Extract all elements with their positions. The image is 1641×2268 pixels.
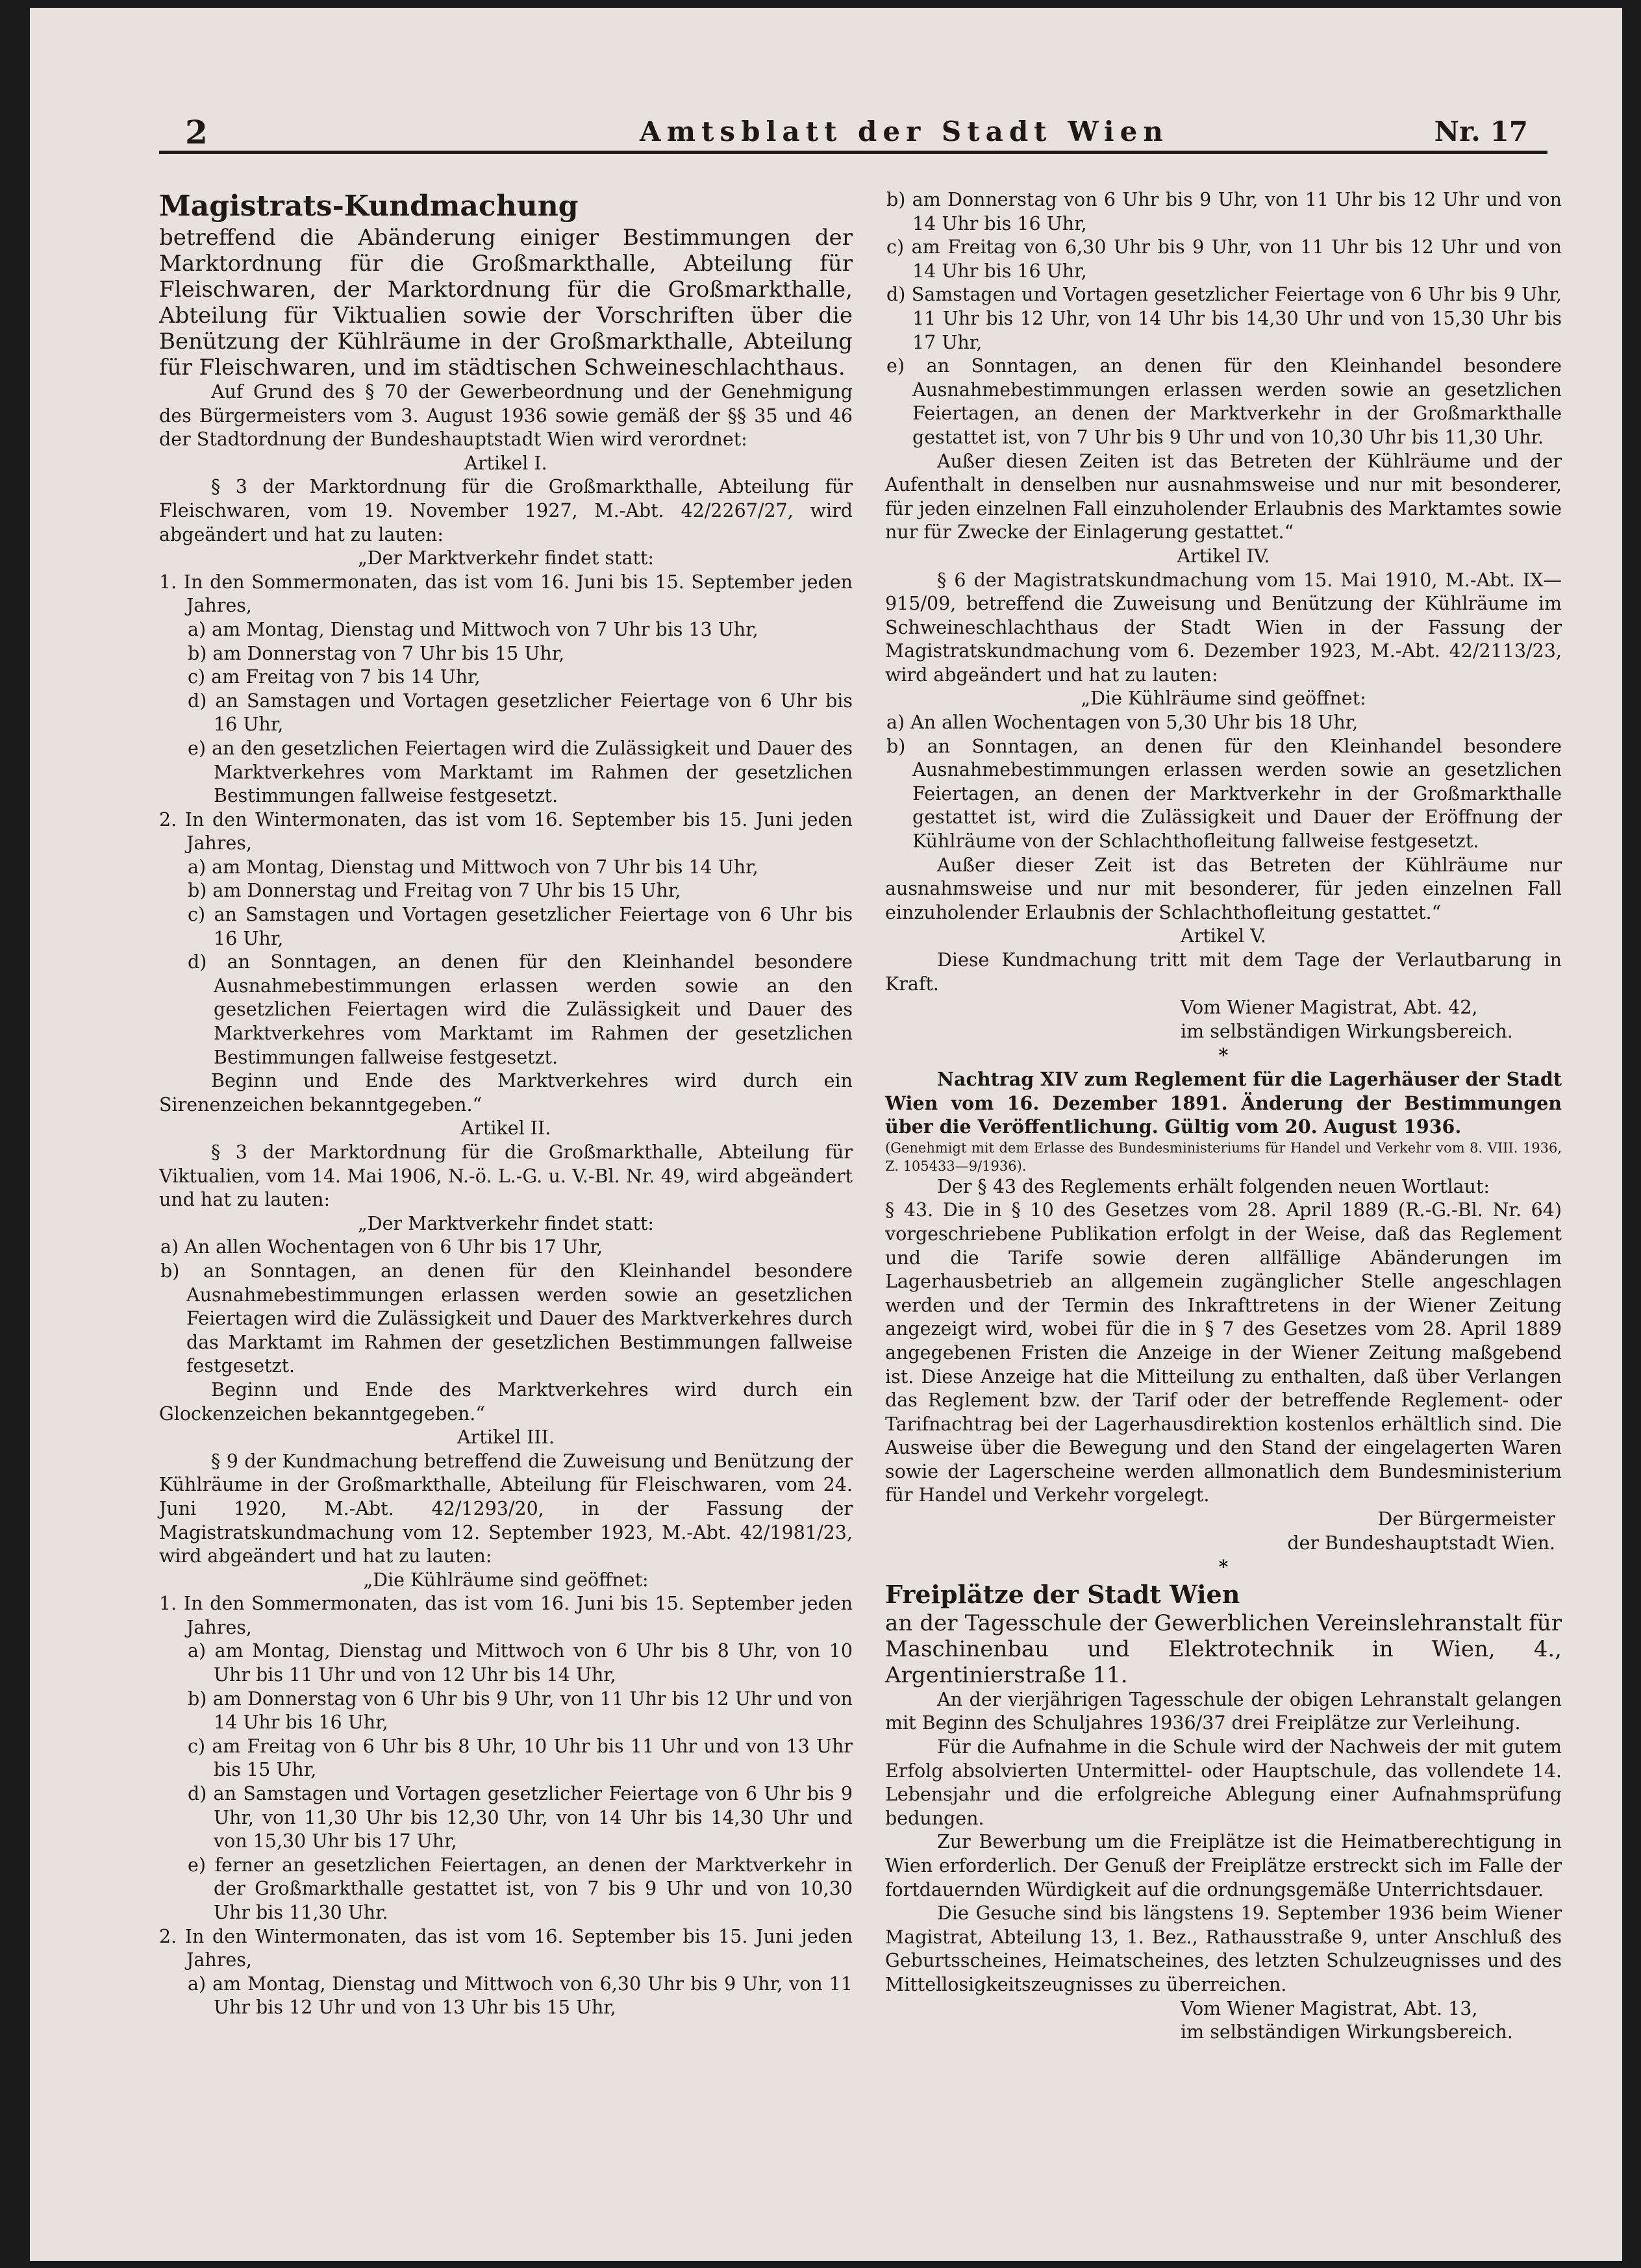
article-paragraph: Beginn und Ende des Marktverkehres wird durch ein Glockenzeichen bekanntgegeben.“ (159, 1378, 853, 1425)
list-item: b) am Donnerstag und Freitag von 7 Uhr bis 15 Uhr, (188, 880, 681, 902)
list-item: b) am Donnerstag von 6 Uhr bis 9 Uhr, von 11 Uhr bis 12 Uhr und von 14 Uhr bis 16 Uhr, (188, 1688, 853, 1734)
approval-note: (Genehmigt mit dem Erlasse des Bundesministeriums für Handel und Verkehr vom 8. VIII. 1936, Z. 105433—9/1936). (885, 1140, 1562, 1174)
quote-line: „Der Marktverkehr findet statt: (357, 547, 654, 569)
list-item: 2. In den Wintermonaten, das ist vom 16. September bis 15. Juni jeden Jahres, (159, 1925, 853, 1971)
right-column (885, 188, 1562, 2045)
article-title: Artikel II. (460, 1117, 551, 1140)
article-paragraph: Zur Bewerbung um die Freiplätze ist die Heimatberechtigung in Wien erforderlich. Der Genuß der Freiplätze erstreckt sich im Falle der fortdauernden Würdigkeit auf die ordnungsgemäße Unterrichtsdauer. (885, 1831, 1562, 1900)
list-item: e) an Sonntagen, an denen für den Kleinhandel besondere Ausnahmebestimmungen erlassen werden sowie an gesetzlichen Feiertagen, an denen der Marktverkehr in der Großmarkthalle gestattet ist, von 7 Uhr bis 9 Uhr und von 10,30 Uhr bis 11,30 Uhr. (886, 355, 1562, 448)
article-title: Artikel I. (464, 452, 547, 474)
freiplaetze-heading: Freiplätze der Stadt Wien (885, 1579, 1240, 1609)
article-paragraph: § 43. Die in § 10 des Gesetzes vom 28. April 1889 (R.-G.-Bl. Nr. 64) vorgeschriebene Publikation erfolgt in der Weise, daß das Reglement und die Tarife sowie deren allfällige Abänderungen im Lagerhausbetrieb an allgemein zugänglicher Stelle angeschlagen werden und der Termin des Inkrafttretens in der Wiener Zeitung angezeigt wird, wobei für die in § 7 des Gesetzes vom 28. April 1889 angegebenen Fristen die Anzeige in der Wiener Zeitung maßgebend ist. Diese Anzeige hat die Mitteilung zu enthalten, daß über Verlangen das Reglement bzw. der Tarif oder der betreffende Reglement- oder Tarifnachtrag bei der Lagerhausdirektion kostenlos erhältlich sind. Die Ausweise über die Bewegung und den Stand der eingelagerten Waren sowie der Lagerscheine werden allmonatlich dem Bundesministerium für Handel und Verkehr vorgelegt. (885, 1199, 1562, 1506)
section-separator: * (1218, 1556, 1229, 1578)
page-number: 2 (185, 113, 208, 151)
issue-number: Nr. 17 (1434, 116, 1528, 147)
notice-subheading: betreffend die Abänderung einiger Bestimmungen der Marktordnung für die Großmarkthalle, Abteilung für Fleischwaren, der Marktordnung für die Großmarkthalle, Abteilung für Viktualien sowie der Vorschriften über die Benützung der Kühlräume in der Großmarkthalle, Abteilung für Fleischwaren, und im städtischen Schweineschlachthaus. (159, 225, 853, 380)
article-paragraph: § 6 der Magistratskundmachung vom 15. Mai 1910, M.-Abt. IX—915/09, betreffend die Zuweisung und Benützung der Kühlräume im Schweineschlachthaus der Stadt Wien in der Fassung der Magistratskundmachung vom 6. Dezember 1923, M.-Abt. 42/2113/23, wird abgeändert und hat zu lauten: (885, 569, 1562, 686)
article-paragraph: § 3 der Marktordnung für die Großmarkthalle, Abteilung für Fleischwaren, vom 19. November 1927, M.-Abt. 42/2267/27, wird abgeändert und hat zu lauten: (159, 476, 853, 545)
list-item: d) an Sonntagen, an denen für den Kleinhandel besondere Ausnahmebestimmungen erlassen werden sowie an den gesetzlichen Feiertagen wird die Zulässigkeit und Dauer des Marktverkehres vom Marktamt im Rahmen der gesetzlichen Bestimmungen fallweise festgesetzt. (188, 951, 853, 1068)
list-item: e) an den gesetzlichen Feiertagen wird die Zulässigkeit und Dauer des Marktverkehres vom Marktamt im Rahmen der gesetzlichen Bestimmungen fallweise festgesetzt. (188, 737, 853, 807)
list-item: c) am Freitag von 6,30 Uhr bis 9 Uhr, von 11 Uhr bis 12 Uhr und von 14 Uhr bis 16 Uhr, (886, 236, 1562, 282)
article-paragraph: Die Gesuche sind bis längstens 19. September 1936 beim Wiener Magistrat, Abteilung 13, 1. Bez., Rathausstraße 9, unter Anschluß des Geburtsscheines, Heimatscheines, des letzten Schulzeugnisses und des Mittellosigkeitszeugnisses zu überreichen. (885, 1902, 1562, 1995)
list-item: b) am Donnerstag von 7 Uhr bis 15 Uhr, (188, 642, 565, 664)
article-paragraph: Für die Aufnahme in die Schule wird der Nachweis der mit gutem Erfolg absolvierten Untermittel- oder Hauptschule, das vollendete 14. Lebensjahr und die erfolgreiche Ablegung einer Aufnahmsprüfung bedungen. (885, 1736, 1562, 1829)
signature-line: im selbständigen Wirkungsbereich. (1181, 1020, 1513, 1042)
list-item: a) am Montag, Dienstag und Mittwoch von 7 Uhr bis 13 Uhr, (188, 618, 758, 640)
quote-line: „Die Kühlräume sind geöffnet: (363, 1569, 649, 1591)
article-paragraph: Diese Kundmachung tritt mit dem Tage der Verlautbarung in Kraft. (885, 949, 1562, 995)
list-item: a) am Montag, Dienstag und Mittwoch von 7 Uhr bis 14 Uhr, (188, 856, 758, 878)
list-item: c) an Samstagen und Vortagen gesetzlicher Feiertage von 6 Uhr bis 16 Uhr, (188, 904, 853, 949)
quote-line: „Der Marktverkehr findet statt: (357, 1212, 654, 1234)
list-item: a) An allen Wochentagen von 5,30 Uhr bis 18 Uhr, (886, 712, 1359, 734)
list-item: a) am Montag, Dienstag und Mittwoch von 6 Uhr bis 8 Uhr, von 10 Uhr bis 11 Uhr und von 12 Uhr bis 14 Uhr, (188, 1640, 853, 1686)
list-item: a) An allen Wochentagen von 6 Uhr bis 17 Uhr, (160, 1236, 603, 1258)
article-title: Artikel III. (457, 1427, 555, 1449)
page-header (159, 109, 1547, 154)
article-title: Artikel IV. (1177, 545, 1270, 567)
list-item: b) am Donnerstag von 6 Uhr bis 9 Uhr, von 11 Uhr bis 12 Uhr und von 14 Uhr bis 16 Uhr, (886, 189, 1562, 234)
list-item: d) an Samstagen und Vortagen gesetzlicher Feiertage von 6 Uhr bis 16 Uhr, (188, 690, 853, 736)
article-title: Artikel V. (1181, 925, 1266, 947)
list-item: a) am Montag, Dienstag und Mittwoch von 6,30 Uhr bis 9 Uhr, von 11 Uhr bis 12 Uhr und von 13 Uhr bis 15 Uhr, (188, 1973, 853, 2019)
signature-line: im selbständigen Wirkungsbereich. (1181, 2021, 1513, 2043)
list-item: d) an Samstagen und Vortagen gesetzlicher Feiertage von 6 Uhr bis 9 Uhr, von 11,30 Uhr bis 12,30 Uhr, von 14 Uhr bis 14,30 Uhr und von 15,30 Uhr bis 17 Uhr, (188, 1783, 853, 1852)
list-item: e) ferner an gesetzlichen Feiertagen, an denen der Marktverkehr in der Großmarkthalle gestattet ist, von 7 bis 9 Uhr und von 10,30 Uhr bis 11,30 Uhr. (188, 1854, 853, 1923)
list-item: d) Samstagen und Vortagen gesetzlicher Feiertage von 6 Uhr bis 9 Uhr, 11 Uhr bis 12 Uhr, von 14 Uhr bis 14,30 Uhr und von 15,30 Uhr bis 17 Uhr, (886, 284, 1562, 353)
notice-heading: Magistrats-Kundmachung (159, 190, 579, 223)
list-item: 2. In den Wintermonaten, das ist vom 16. September bis 15. Juni jeden Jahres, (159, 808, 853, 854)
article-paragraph: Außer diesen Zeiten ist das Betreten der Kühlräume und der Aufenthalt in denselben nur ausnahmsweise und nur mit besonderer, für jeden einzelnen Fall einzuholender Erlaubnis des Marktamtes sowie nur für Zwecke der Einlagerung gestattet.“ (885, 450, 1562, 543)
section-separator: * (1218, 1044, 1229, 1067)
list-item: b) an Sonntagen, an denen für den Kleinhandel besondere Ausnahmebestimmungen erlassen werden sowie an gesetzlichen Feiertagen wird die Zulässigkeit und Dauer des Marktverkehres durch das Marktamt im Rahmen der gesetzlichen Bestimmungen fallweise festgesetzt. (160, 1260, 853, 1377)
signature-line: Vom Wiener Magistrat, Abt. 13, (1181, 1997, 1478, 2019)
signature-line: Vom Wiener Magistrat, Abt. 42, (1181, 997, 1478, 1019)
list-item: c) am Freitag von 6 Uhr bis 8 Uhr, 10 Uhr bis 11 Uhr und von 13 Uhr bis 15 Uhr, (188, 1735, 853, 1781)
list-item: 1. In den Sommermonaten, das ist vom 16. Juni bis 15. September jeden Jahres, (159, 1593, 853, 1638)
list-item: b) an Sonntagen, an denen für den Kleinhandel besondere Ausnahmebestimmungen erlassen werden sowie an gesetzlichen Feiertagen, an denen der Marktverkehr in der Großmarkthalle gestattet ist, wird die Zulässigkeit und Dauer der Eröffnung der Kühlräume von der Schlachthofleitung fallweise festgesetzt. (886, 735, 1562, 853)
signature-line: der Bundeshauptstadt Wien. (1287, 1532, 1555, 1554)
masthead-title: Amtsblatt der Stadt Wien (640, 116, 1169, 147)
signature-line: Der Bürgermeister (1377, 1508, 1555, 1530)
article-paragraph: § 9 der Kundmachung betreffend die Zuweisung und Benützung der Kühlräume in der Großmarkthalle, Abteilung für Fleischwaren, vom 24. Juni 1920, M.-Abt. 42/1293/20, in der Fassung der Magistratskundmachung vom 12. September 1923, M.-Abt. 42/1981/23, wird abgeändert und hat zu lauten: (159, 1450, 853, 1567)
intro-paragraph: Auf Grund des § 70 der Gewerbeordnung und der Genehmigung des Bürgermeisters vom 3. August 1936 sowie gemäß der §§ 35 und 46 der Stadtordnung der Bundeshauptstadt Wien wird verordnet: (159, 381, 853, 451)
supplement-heading: Nachtrag XIV zum Reglement für die Lagerhäuser der Stadt Wien vom 16. Dezember 1891. Änderung der Bestimmungen über die Veröffentlichung. Gültig vom 20. August 1936. (885, 1067, 1562, 1138)
list-item: 1. In den Sommermonaten, das ist vom 16. Juni bis 15. September jeden Jahres, (159, 571, 853, 617)
left-column (159, 188, 853, 2020)
article-paragraph: Außer dieser Zeit ist das Betreten der Kühlräume nur ausnahmsweise und nur mit besonderer, für jeden einzelnen Fall einzuholender Erlaubnis der Schlachthofleitung gestattet.“ (885, 854, 1562, 923)
article-paragraph: Beginn und Ende des Marktverkehres wird durch ein Sirenenzeichen bekanntgegeben.“ (159, 1070, 853, 1115)
quote-line: „Die Kühlräume sind geöffnet: (1081, 688, 1366, 710)
article-paragraph: Der § 43 des Reglements erhält folgenden neuen Wortlaut: (937, 1175, 1490, 1197)
freiplaetze-subheading: an der Tagesschule der Gewerblichen Vereinslehranstalt für Maschinenbau und Elektrotechnik in Wien, 4., Argentinierstraße 11. (885, 1610, 1562, 1688)
list-item: c) am Freitag von 7 bis 14 Uhr, (188, 666, 481, 688)
article-paragraph: An der vierjährigen Tagesschule der obigen Lehranstalt gelangen mit Beginn des Schuljahres 1936/37 drei Freiplätze zur Verleihung. (885, 1688, 1562, 1734)
article-paragraph: § 3 der Marktordnung für die Großmarkthalle, Abteilung für Viktualien, vom 14. Mai 1906, N.-ö. L.-G. u. V.-Bl. Nr. 49, wird abgeändert und hat zu lauten: (159, 1141, 853, 1211)
